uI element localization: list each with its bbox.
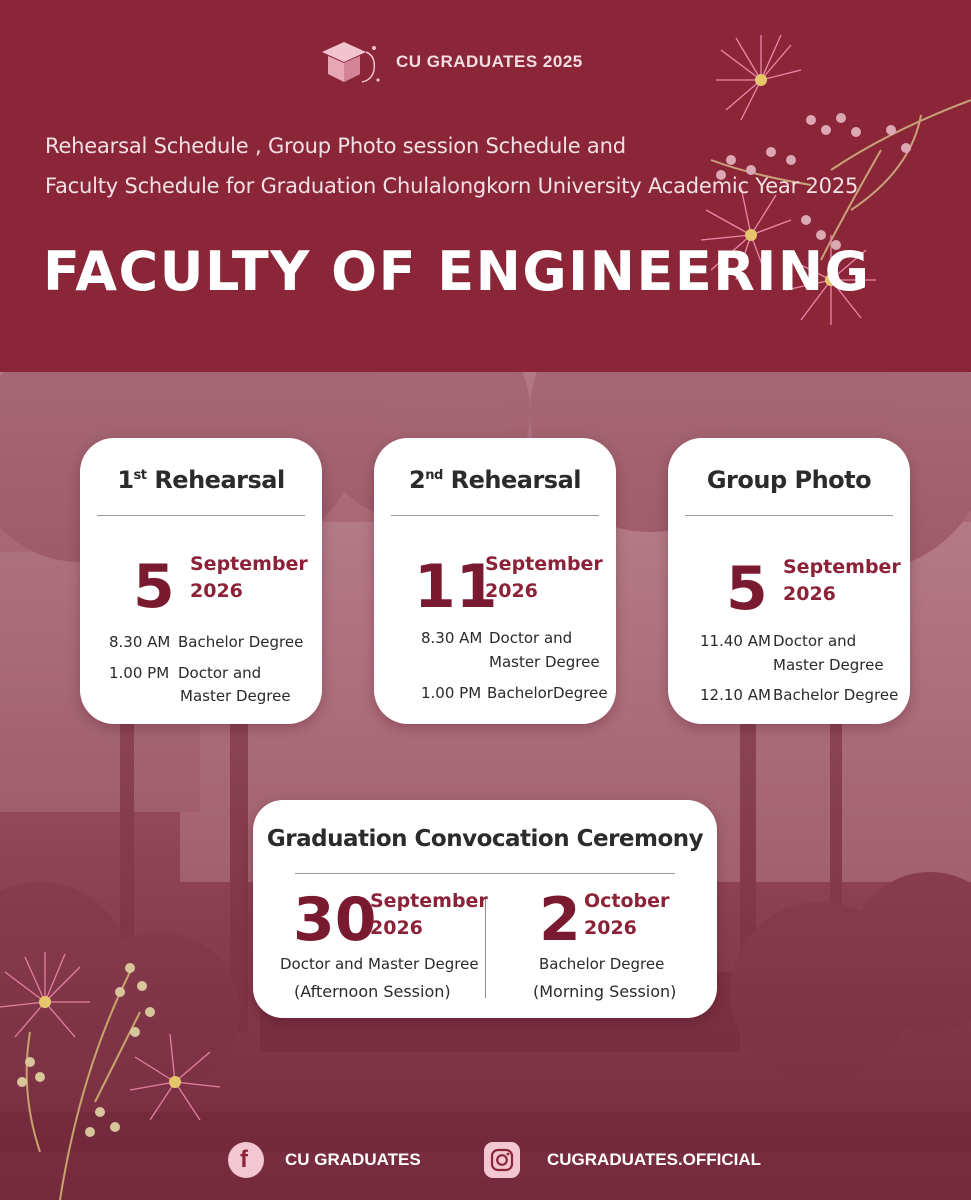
year: 2026 — [190, 580, 243, 602]
facebook-glyph: f — [240, 1146, 248, 1173]
month-name: September — [370, 890, 488, 912]
degree: Doctor and — [178, 664, 262, 682]
facebook-icon[interactable] — [228, 1142, 264, 1178]
title-word: Rehearsal — [450, 466, 581, 494]
date-month — [485, 551, 603, 605]
subtitle-line-2: Faculty Schedule for Graduation Chulalongkorn University Academic Year 2025 — [45, 174, 859, 198]
ceremony-right-degree: Bachelor Degree — [539, 955, 665, 973]
header-banner — [0, 0, 971, 372]
degree-line-2: Master Degree — [773, 656, 884, 674]
schedule-row — [421, 626, 611, 674]
instagram-icon[interactable] — [484, 1142, 520, 1178]
schedule-row — [700, 629, 905, 677]
faculty-title: FACULTY OF ENGINEERING — [43, 240, 871, 303]
degree: BachelorDegree — [487, 684, 608, 702]
title-ordinal: 2 — [409, 466, 426, 494]
degree: Doctor and — [773, 632, 857, 650]
date-day: 11 — [414, 552, 498, 622]
date-month — [783, 554, 901, 608]
time: 8.30 AM — [109, 633, 171, 651]
group-photo-card — [668, 438, 910, 724]
ceremony-left-session: (Afternoon Session) — [294, 982, 451, 1001]
brand — [318, 36, 583, 88]
second-rehearsal-card — [374, 438, 616, 724]
first-rehearsal-card — [80, 438, 322, 724]
year: 2026 — [783, 583, 836, 605]
schedule-row — [109, 661, 319, 709]
title-ordinal: 1 — [117, 466, 134, 494]
group-photo-title: Group Photo — [706, 466, 872, 494]
schedule-row — [700, 683, 905, 707]
brand-name: CU GRADUATES 2025 — [396, 52, 583, 71]
year: 2026 — [485, 580, 538, 602]
instagram-glyph — [484, 1142, 520, 1178]
date-day: 5 — [133, 552, 175, 622]
time: 12.10 AM — [700, 686, 771, 704]
schedule-row — [109, 630, 319, 654]
time: 1.00 PM — [109, 664, 170, 682]
degree: Doctor and — [489, 629, 573, 647]
divider — [295, 873, 675, 874]
ceremony-left-day: 30 — [293, 885, 377, 955]
ceremony-right-session: (Morning Session) — [533, 982, 677, 1001]
facebook-link[interactable]: CU GRADUATES — [285, 1150, 421, 1169]
ceremony-left-degree: Doctor and Master Degree — [280, 955, 479, 973]
ceremony-title: Graduation Convocation Ceremony — [266, 826, 704, 852]
instagram-link[interactable]: CUGRADUATES.OFFICIAL — [547, 1150, 762, 1169]
year: 2026 — [370, 917, 423, 939]
ceremony-card — [253, 800, 717, 1018]
first-rehearsal-title — [80, 466, 322, 494]
title-ordinal-suffix: st — [133, 468, 147, 483]
ceremony-right-month — [584, 888, 669, 942]
title-word: Rehearsal — [154, 466, 285, 494]
month-name: September — [190, 553, 308, 575]
divider — [97, 515, 305, 516]
month-name: September — [783, 556, 901, 578]
subtitle-line-1: Rehearsal Schedule , Group Photo session Schedule and — [45, 134, 626, 158]
degree-line-2: Master Degree — [489, 653, 600, 671]
title-ordinal-suffix: nd — [425, 468, 443, 483]
year: 2026 — [584, 917, 637, 939]
second-rehearsal-title — [374, 466, 616, 494]
time: 1.00 PM — [421, 684, 482, 702]
schedule-row — [421, 681, 611, 705]
date-day: 5 — [726, 554, 768, 624]
divider — [391, 515, 599, 516]
time: 11.40 AM — [700, 632, 771, 650]
month-name: October — [584, 890, 670, 912]
graduation-cap-icon — [318, 36, 384, 88]
ceremony-right-day: 2 — [539, 885, 581, 955]
divider — [685, 515, 893, 516]
month-name: September — [485, 553, 603, 575]
footer — [0, 1138, 971, 1184]
time: 8.30 AM — [421, 629, 483, 647]
degree: Bachelor Degree — [773, 686, 899, 704]
date-month — [190, 551, 308, 605]
degree-line-2: Master Degree — [180, 687, 291, 705]
ceremony-left-month — [370, 888, 488, 942]
subtitle — [45, 126, 858, 206]
degree: Bachelor Degree — [178, 633, 304, 651]
